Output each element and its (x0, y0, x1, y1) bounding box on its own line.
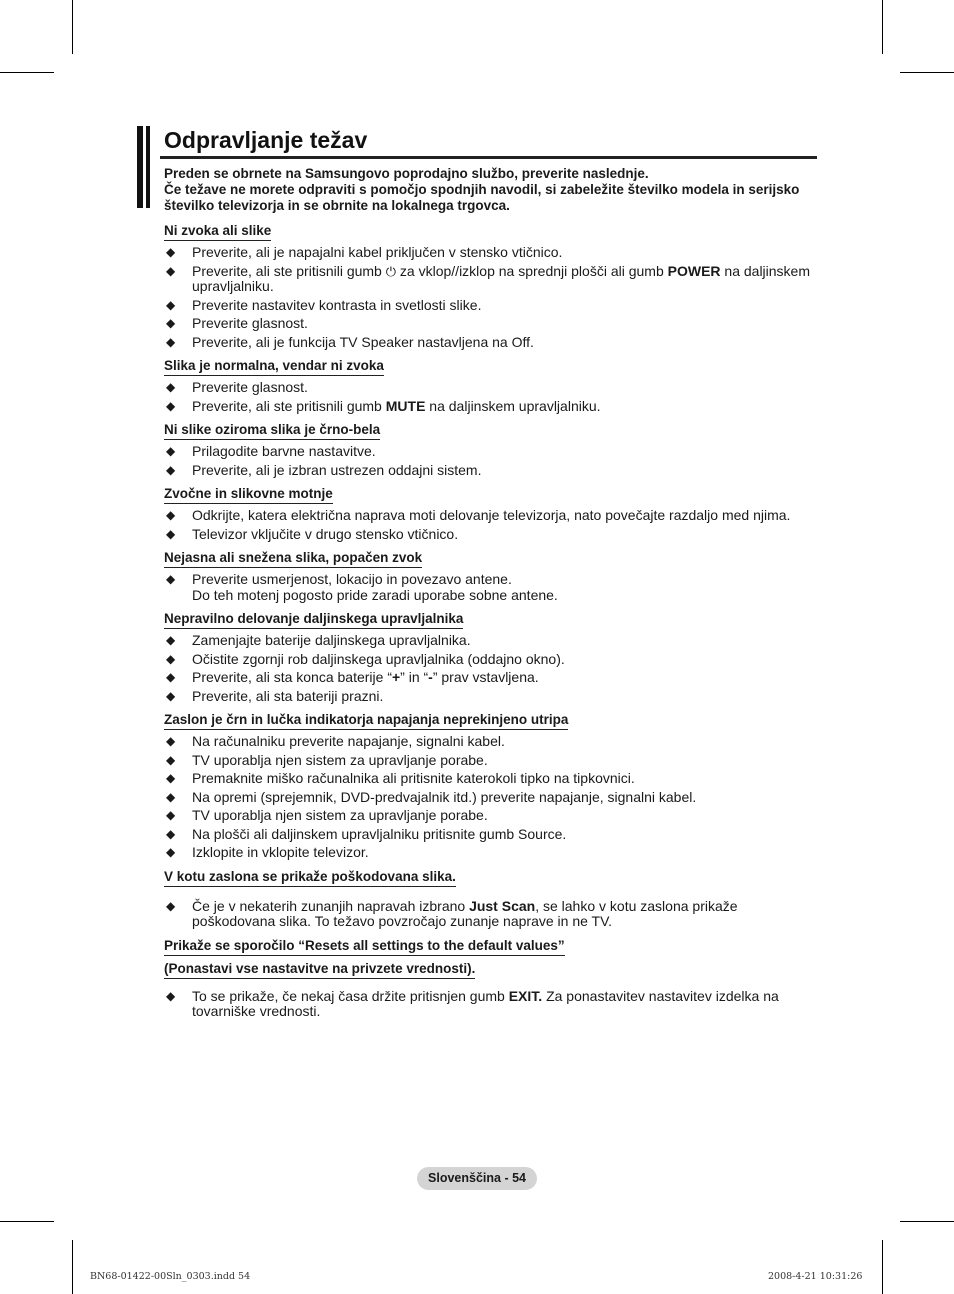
crop-mark (0, 72, 54, 73)
list-item (164, 399, 824, 415)
section-heading-block (164, 868, 824, 891)
diamond-bullet-icon: ◆ (166, 670, 176, 684)
item-text: Preverite, ali je napajalni kabel priključen v stensko vtičnico. (192, 244, 563, 260)
item-text: Preverite, ali sta konca baterije “ (192, 669, 392, 685)
section (164, 549, 824, 603)
button-name: POWER (667, 262, 721, 279)
section (164, 421, 824, 478)
crop-mark (900, 1221, 954, 1222)
list-item (164, 335, 824, 351)
diamond-bullet-icon: ◆ (166, 245, 176, 259)
item-list (164, 380, 824, 414)
list-item (164, 845, 824, 861)
item-text: Na opremi (sprejemnik, DVD-predvajalnik itd.) preverite napajanje, signalni kabel. (192, 788, 697, 805)
section-heading-block (164, 711, 824, 734)
item-text: Preverite, ali je funkcija TV Speaker nastavljena na Off. (192, 333, 534, 350)
list-item (164, 734, 824, 750)
item-text: Televizor vključite v drugo stensko vtičnico. (192, 525, 459, 542)
section-heading: Zaslon je črn in lučka indikatorja napajanja neprekinjeno utripa (164, 711, 568, 730)
section-heading: Nepravilno delovanje daljinskega upravljalnika (164, 610, 463, 629)
print-timestamp: 2008-4-21 10:31:26 (768, 1271, 863, 1282)
item-text: Izklopite in vklopite televizor. (192, 844, 369, 860)
section-heading: Nejasna ali snežena slika, popačen zvok (164, 549, 422, 568)
diamond-bullet-icon: ◆ (166, 572, 176, 586)
item-text: Preverite, ali ste pritisnili gumb (192, 397, 386, 414)
diamond-bullet-icon: ◆ (166, 651, 176, 666)
section (164, 222, 824, 350)
section-heading: Ni zvoka ali slike (164, 222, 271, 241)
crop-mark (882, 1240, 883, 1294)
section-heading-block (164, 485, 824, 508)
section-heading-block (164, 421, 824, 444)
list-item (164, 508, 824, 524)
list-item (164, 899, 824, 930)
section (164, 610, 824, 704)
list-item (164, 264, 824, 295)
list-item (164, 463, 824, 479)
item-text: Prilagodite barvne nastavitve. (192, 443, 376, 459)
diamond-bullet-icon: ◆ (166, 789, 176, 804)
list-item (164, 245, 824, 261)
item-text: To se prikaže, če nekaj časa držite pritisnjen gumb (192, 987, 509, 1004)
diamond-bullet-icon: ◆ (166, 526, 176, 541)
crop-mark (72, 0, 73, 54)
diamond-bullet-icon: ◆ (166, 316, 176, 330)
list-item (164, 989, 824, 1020)
list-item (164, 298, 824, 314)
list-item (164, 827, 824, 843)
item-text: za vklop//izklop na sprednji plošči ali gumb (396, 262, 668, 279)
section (164, 357, 824, 414)
section-heading: Ni slike oziroma slika je črno-bela (164, 421, 380, 440)
item-text: Preverite nastavitev kontrasta in svetlosti slike. (192, 296, 482, 313)
item-text: Preverite, ali ste pritisnili gumb (192, 262, 386, 279)
item-list (164, 572, 824, 603)
button-name: MUTE (385, 397, 426, 414)
section-heading: Zvočne in slikovne motnje (164, 485, 333, 504)
file-info: BN68-01422-00Sln_0303.indd 54 (90, 1271, 251, 1282)
diamond-bullet-icon: ◆ (166, 462, 176, 477)
diamond-bullet-icon: ◆ (166, 398, 176, 413)
item-text: Preverite, ali je izbran ustrezen oddajni sistem. (192, 461, 482, 478)
item-list (164, 989, 824, 1020)
section (164, 937, 824, 1020)
list-item (164, 572, 824, 603)
crop-mark (882, 0, 883, 54)
button-name: - (428, 669, 433, 685)
intro-line: Če težave ne morete odpraviti s pomočjo spodnjih navodil, si zabeležite številko modela in serijsko številko televizorja in se obrnite na lokalnega trgovca. (164, 182, 800, 213)
diamond-bullet-icon: ◆ (166, 826, 176, 841)
section-heading-block (164, 549, 824, 572)
item-text: Preverite, ali sta bateriji prazni. (192, 687, 384, 704)
list-item (164, 689, 824, 705)
item-text: ” in “ (400, 669, 429, 685)
crop-mark (900, 72, 954, 73)
diamond-bullet-icon: ◆ (166, 898, 176, 913)
diamond-bullet-icon: ◆ (166, 444, 176, 458)
section-heading-block (164, 222, 824, 245)
item-list (164, 444, 824, 478)
list-item (164, 380, 824, 396)
item-list (164, 899, 824, 930)
section-heading: Prikaže se sporočilo “Resets all settings to the default values” (164, 937, 565, 956)
item-text: Premaknite miško računalnika ali pritisnite katerokoli tipko na tipkovnici. (192, 770, 635, 786)
item-text: TV uporablja njen sistem za upravljanje porabe. (192, 751, 488, 768)
diamond-bullet-icon: ◆ (166, 734, 176, 748)
item-text: Preverite usmerjenost, lokacijo in povezavo antene. Do teh motenj pogosto pride zaradi uporabe sobne antene. (192, 571, 558, 603)
list-item (164, 753, 824, 769)
section-heading: Slika je normalna, vendar ni zvoka (164, 357, 384, 376)
diamond-bullet-icon: ◆ (166, 752, 176, 767)
item-text: TV uporablja njen sistem za upravljanje porabe. (192, 807, 488, 823)
item-text: Preverite glasnost. (192, 315, 308, 331)
list-item (164, 527, 824, 543)
title-accent-bar (137, 126, 143, 208)
troubleshooting-sections (164, 222, 824, 1027)
list-item (164, 670, 824, 686)
item-text: Če je v nekaterih zunanjih napravah izbrano (192, 897, 470, 914)
list-item (164, 808, 824, 824)
diamond-bullet-icon: ◆ (166, 263, 176, 278)
diamond-bullet-icon: ◆ (166, 633, 176, 647)
item-text: Na plošči ali daljinskem upravljalniku pritisnite gumb Source. (192, 825, 567, 842)
diamond-bullet-icon: ◆ (166, 508, 176, 522)
diamond-bullet-icon: ◆ (166, 771, 176, 785)
diamond-bullet-icon: ◆ (166, 334, 176, 349)
title-accent-bar (146, 126, 150, 208)
item-text: Odkrijte, katera električna naprava moti delovanje televizorja, nato povečajte razdaljo med njima. (192, 507, 791, 523)
section-heading-block (164, 937, 824, 983)
section-heading-block (164, 357, 824, 380)
item-text: Zamenjajte baterije daljinskega upravljalnika. (192, 632, 471, 648)
item-text: Očistite zgornji rob daljinskega upravljalnika (oddajno okno). (192, 650, 565, 667)
list-item (164, 652, 824, 668)
crop-mark (0, 1221, 54, 1222)
list-item (164, 444, 824, 460)
crop-mark (72, 1240, 73, 1294)
button-name: EXIT. (508, 987, 543, 1004)
section-heading: V kotu zaslona se prikaže poškodovana slika. (164, 868, 456, 887)
section (164, 868, 824, 930)
item-text: na daljinskem upravljalniku. (425, 397, 601, 414)
section (164, 711, 824, 861)
item-text: Za ponastavitev nastavitev izdelka na tovarniške vrednosti. (192, 987, 779, 1019)
page-number-badge: Slovenščina - 54 (417, 1167, 537, 1190)
section-heading: (Ponastavi vse nastavitve na privzete vrednosti). (164, 960, 475, 979)
intro-line: Preden se obrnete na Samsungovo poprodajno službo, preverite naslednje. (164, 166, 649, 181)
section-heading-block (164, 610, 824, 633)
title-rule (160, 156, 817, 159)
list-item (164, 771, 824, 787)
list-item (164, 790, 824, 806)
page-title: Odpravljanje težav (164, 127, 368, 153)
diamond-bullet-icon: ◆ (166, 297, 176, 312)
power-icon: ⏻ (385, 263, 397, 279)
item-text: na daljinskem upravljalniku. (192, 262, 811, 294)
diamond-bullet-icon: ◆ (166, 688, 176, 703)
list-item (164, 316, 824, 332)
list-item (164, 633, 824, 649)
diamond-bullet-icon: ◆ (166, 808, 176, 822)
item-text: ” prav vstavljena. (432, 669, 539, 685)
item-list (164, 633, 824, 704)
intro-text (164, 166, 804, 214)
item-text: Na računalniku preverite napajanje, signalni kabel. (192, 733, 505, 749)
item-text: , se lahko v kotu zaslona prikaže poškodovana slika. To težavo povzročajo zunanje naprave in ne TV. (192, 897, 738, 929)
button-name: + (391, 669, 401, 685)
diamond-bullet-icon: ◆ (166, 845, 176, 859)
item-text: Preverite glasnost. (192, 379, 308, 395)
button-name: Just Scan (469, 897, 536, 914)
item-list (164, 508, 824, 542)
diamond-bullet-icon: ◆ (166, 988, 176, 1003)
diamond-bullet-icon: ◆ (166, 380, 176, 394)
item-list (164, 734, 824, 861)
section (164, 485, 824, 542)
item-list (164, 245, 824, 350)
